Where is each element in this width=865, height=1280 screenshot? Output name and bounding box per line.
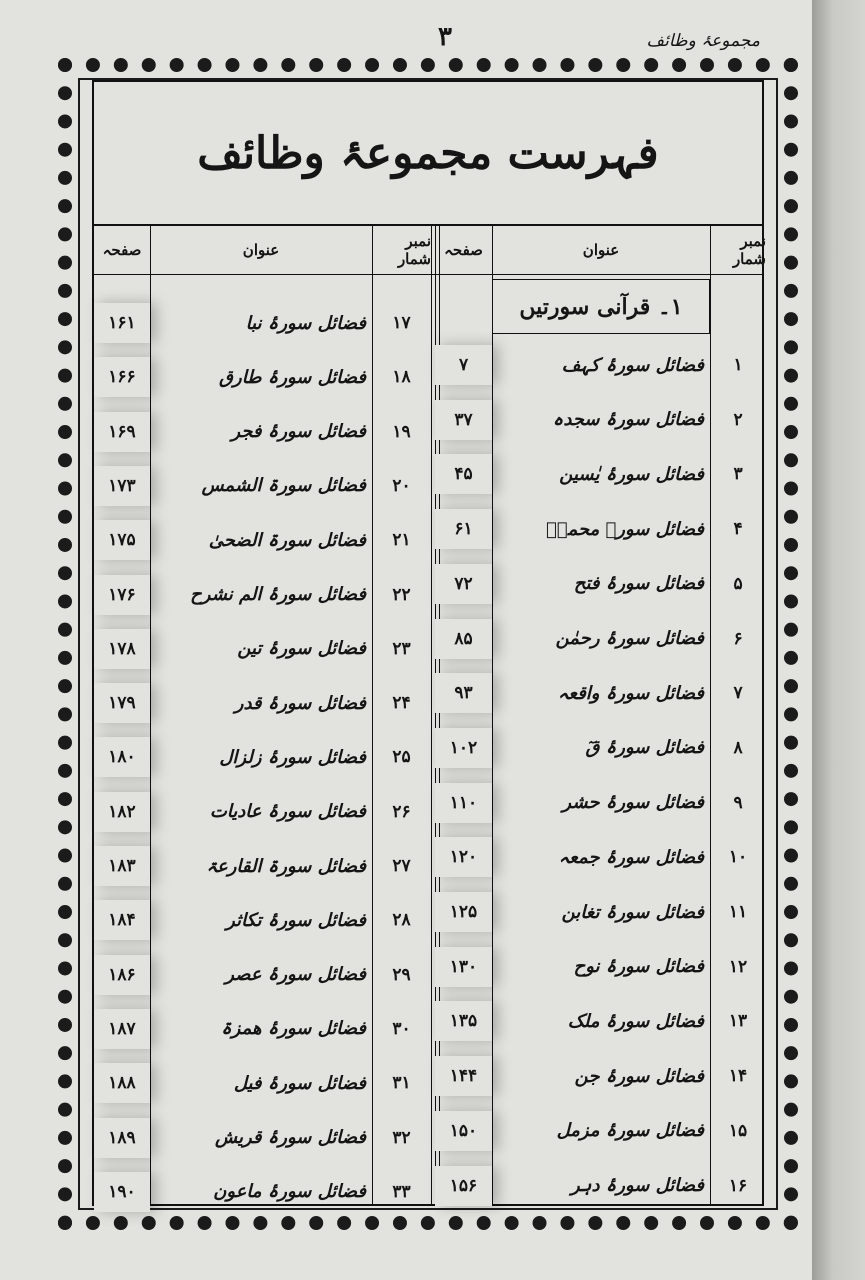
row-number: ۲۹ [392, 964, 411, 985]
row-number: ۲۸ [392, 910, 411, 931]
row-number: ۳۳ [392, 1181, 411, 1202]
page-number: ۳ [438, 22, 452, 52]
row-page: ۱۸۳ [94, 846, 150, 886]
row-title: فضائل سورۂ زلزال [219, 746, 366, 768]
row-page: ۱۴۴ [435, 1056, 492, 1096]
row-number: ۱۹ [392, 421, 411, 442]
column-divider [150, 224, 151, 1204]
row-title: فضائل سورۂ واقعہ [557, 682, 704, 704]
row-title: فضائل سورۂ الم نشرح [190, 584, 366, 605]
row-page: ۸۵ [435, 619, 492, 659]
row-number: ۲۵ [392, 747, 411, 768]
row-title: فضائل سورۂ تین [237, 638, 366, 660]
row-title: فضائل سورۂ جمعہ [558, 846, 704, 868]
row-page: ۱۸۰ [94, 737, 150, 777]
contents-table [92, 80, 764, 1206]
row-title: فضائل سورۃ القارعۃ [206, 855, 366, 877]
row-number: ۱۰ [728, 847, 748, 868]
section-heading: ۱۔ قرآنی سورتیں [492, 279, 710, 334]
row-title: فضائل سورۂ محمدؐ [545, 518, 704, 540]
row-number: ۳ [733, 464, 743, 485]
row-page: ۱۲۵ [435, 892, 492, 932]
title-area [94, 82, 762, 226]
row-title: فضائل سورۂ جن [574, 1065, 704, 1087]
row-title: فضائل سورۂ ملک [567, 1010, 704, 1032]
row-title: فضائل سورۃ الضحیٰ [208, 529, 366, 551]
row-number: ۱۲ [728, 956, 748, 977]
row-title: فضائل سورۂ ماعون [213, 1181, 366, 1203]
row-title: فضائل سورۂ عصر [225, 964, 366, 986]
row-number: ۲۴ [392, 693, 411, 714]
row-page: ۱۶۹ [94, 412, 150, 452]
row-page: ۴۵ [435, 454, 492, 494]
row-number: ۲۱ [392, 530, 411, 551]
row-number: ۱۷ [392, 313, 411, 333]
row-number: ۷ [733, 683, 743, 704]
row-number: ۹ [733, 792, 743, 813]
row-title: فضائل سورۂ فتح [573, 573, 704, 595]
row-title: فضائل سورۂ فجر [231, 421, 366, 443]
row-title: فضائل سورۂ مزمل [556, 1120, 704, 1142]
row-page: ۱۸۲ [94, 792, 150, 832]
column-divider [431, 224, 432, 1204]
row-page: ۱۶۶ [94, 357, 150, 397]
header-serial-left: نمبر شمار [397, 232, 431, 268]
row-title: فضائل سورۂ ھمزۃ [221, 1018, 366, 1040]
row-title: فضائل سورۂ یٰسین [559, 463, 704, 485]
row-number: ۱۳ [728, 1011, 748, 1032]
header-page-right: صفحہ [444, 241, 483, 259]
row-number: ۴ [733, 519, 743, 540]
column-divider [492, 224, 493, 1204]
row-title: فضائل سورۂ نبا [245, 312, 366, 334]
header-rule [94, 274, 762, 275]
row-page: ۱۸۶ [94, 955, 150, 995]
row-title: فضائل سورۂ قدر [234, 692, 366, 714]
row-page: ۱۵۰ [435, 1111, 492, 1151]
row-number: ۸ [733, 737, 743, 758]
row-page: ۱۷۵ [94, 520, 150, 560]
row-title: فضائل سورۂ قریش [215, 1127, 366, 1148]
row-page: ۱۲۰ [435, 837, 492, 877]
row-number: ۲۰ [392, 475, 411, 496]
row-page: ۱۷۶ [94, 575, 150, 615]
header-title-right: عنوان [582, 241, 620, 259]
row-page: ۱۹۰ [94, 1172, 150, 1212]
row-title: فضائل سورۂ طارق [219, 366, 366, 388]
row-title: فضائل سورۂ دہر [571, 1175, 704, 1196]
header-title-left: عنوان [242, 241, 280, 259]
row-page: ۱۷۳ [94, 466, 150, 506]
row-page: ۱۱۰ [435, 783, 492, 823]
row-title: فضائل سورۃ الشمس [201, 475, 366, 497]
row-number: ۲۳ [392, 638, 411, 659]
row-page: ۹۳ [435, 673, 492, 713]
row-page: ۱۳۰ [435, 947, 492, 987]
row-page: ۱۸۷ [94, 1009, 150, 1049]
header-page-left: صفحہ [102, 241, 142, 259]
row-number: ۱۶ [728, 1175, 748, 1196]
book-gutter [812, 0, 865, 1280]
row-page: ۱۸۴ [94, 900, 150, 940]
row-page: ۱۸۹ [94, 1118, 150, 1158]
row-number: ۳۱ [392, 1073, 411, 1094]
row-title: فضائل سورۂ سجدہ [552, 409, 704, 431]
row-page: ۶۱ [435, 509, 492, 549]
row-page: ۱۵۶ [435, 1166, 492, 1206]
row-page: ۳۷ [435, 400, 492, 440]
row-title: فضائل سورۂ نوح [573, 956, 704, 978]
row-title: فضائل سورۂ عادیات [209, 801, 366, 823]
row-page: ۷ [435, 345, 492, 385]
row-title: فضائل سورۂ کہف [561, 354, 704, 376]
table-title: فہرست مجموعۂ وظائف [197, 127, 659, 179]
row-number: ۱۴ [728, 1066, 748, 1087]
row-number: ۱۸ [392, 367, 411, 388]
row-number: ۲۷ [392, 856, 411, 876]
row-number: ۳۰ [392, 1018, 411, 1039]
row-title: فضائل سورۂ فیل [233, 1072, 366, 1094]
row-page: ۱۷۹ [94, 683, 150, 723]
row-number: ۱ [733, 355, 743, 375]
header-serial-right: نمبر شمار [732, 232, 766, 268]
row-number: ۳۲ [392, 1127, 411, 1148]
row-number: ۵ [733, 573, 743, 594]
running-title: مجموعۂ وظائف [646, 31, 760, 51]
row-title: فضائل سورۂ تکاثر [226, 909, 366, 931]
row-title: فضائل سورۂ حشر [562, 792, 704, 814]
row-title: فضائل سورۂ رحمٰن [555, 628, 704, 649]
row-page: ۱۳۵ [435, 1001, 492, 1041]
row-page: ۷۲ [435, 564, 492, 604]
row-page: ۱۷۸ [94, 629, 150, 669]
row-title: فضائل سورۂ تغابن [561, 901, 704, 923]
row-title: فضائل سورۂ قٓ [585, 737, 704, 759]
row-number: ۱۵ [728, 1120, 748, 1141]
row-number: ۲ [733, 409, 743, 430]
row-number: ۲۲ [392, 584, 411, 605]
row-number: ۱۱ [728, 902, 748, 922]
row-number: ۲۶ [392, 801, 411, 822]
row-page: ۱۶۱ [94, 303, 150, 343]
row-page: ۱۰۲ [435, 728, 492, 768]
row-page: ۱۸۸ [94, 1063, 150, 1103]
row-number: ۶ [733, 628, 743, 649]
